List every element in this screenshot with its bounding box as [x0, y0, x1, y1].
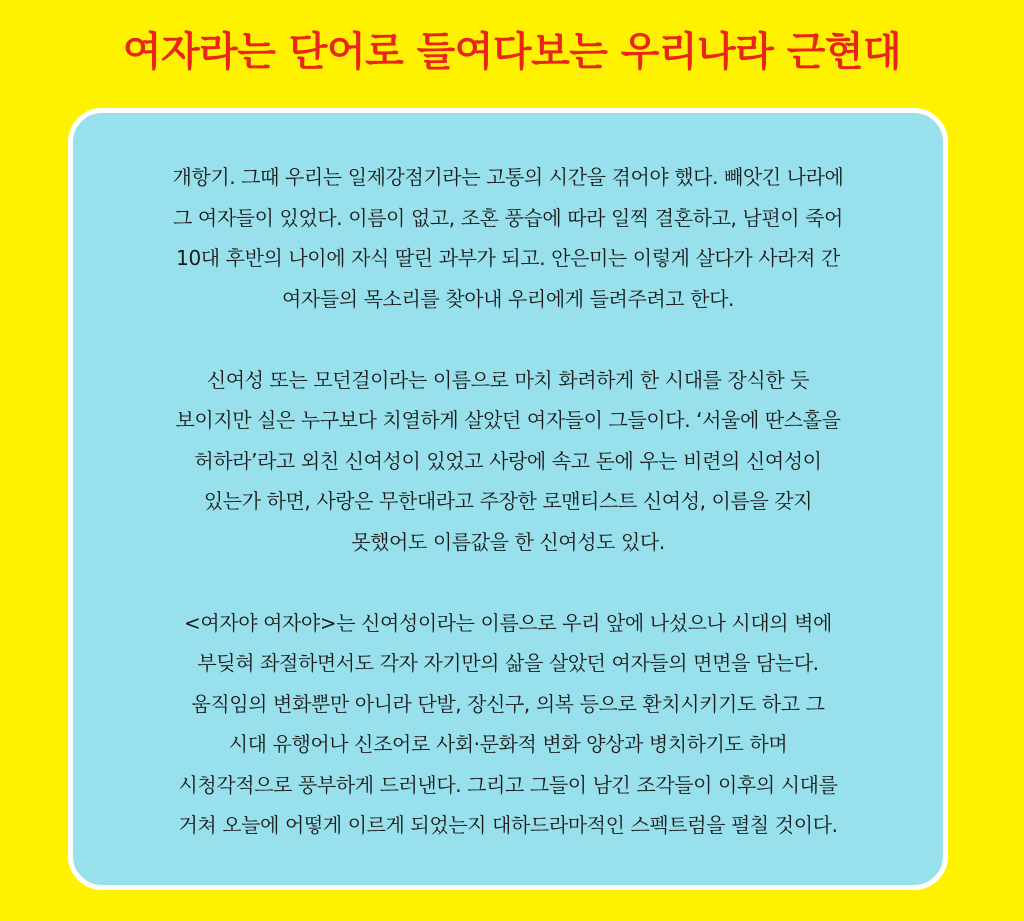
paragraph-3 — [73, 603, 943, 846]
paragraph-line: 움직임의 변화뿐만 아니라 단발, 장신구, 의복 등으로 환치시키기도 하고 그 — [191, 691, 825, 716]
paragraph-line: 거쳐 오늘에 어떻게 이르게 되었는지 대하드라마적인 스펙트럼을 펼칠 것이다. — [178, 813, 838, 837]
body-text — [73, 157, 943, 846]
paragraph-line: 시청각적으로 풍부하게 드러낸다. 그리고 그들이 남긴 조각들이 이후의 시대를 — [178, 772, 838, 797]
paragraph-line: 허하라’라고 외친 신여성이 있었고 사랑에 속고 돈에 우는 비련의 신여성이 — [194, 448, 822, 473]
paragraph-line: <여자야 여자야>는 신여성이라는 이름으로 우리 앞에 나섰으나 시대의 벽에 — [184, 610, 832, 635]
paragraph-1 — [73, 157, 943, 319]
paragraph-line: 보이지만 실은 누구보다 치열하게 살았던 여자들이 그들이다. ‘서울에 딴스홀을 — [175, 408, 841, 432]
paragraph-line: 시대 유행어나 신조어로 사회·문화적 변화 양상과 병치하기도 하며 — [228, 732, 788, 756]
paragraph-line: 부딪혀 좌절하면서도 각자 자기만의 삶을 살았던 여자들의 면면을 담는다. — [197, 651, 819, 675]
text-panel — [68, 108, 948, 890]
paragraph-line: 그 여자들이 있었다. 이름이 없고, 조혼 풍습에 따라 일찍 결혼하고, 남편이 죽어 — [173, 205, 843, 230]
paragraph-2 — [73, 360, 943, 563]
paragraph-line: 있는가 하면, 사랑은 무한대라고 주장한 로맨티스트 신여성, 이름을 갖지 — [203, 489, 813, 513]
paragraph-line: 여자들의 목소리를 찾아내 우리에게 들려주려고 한다. — [282, 286, 734, 311]
paragraph-line: 못했어도 이름값을 한 신여성도 있다. — [351, 529, 665, 554]
page-title: 여자라는 단어로 들여다보는 우리나라 근현대 — [122, 29, 902, 75]
paragraph-line: 10대 후반의 나이에 자식 딸린 과부가 되고. 안은미는 이렇게 살다가 사라져 간 — [176, 246, 840, 270]
paragraph-line: 개항기. 그때 우리는 일제강점기라는 고통의 시간을 겪어야 했다. 빼앗긴 나라에 — [172, 165, 844, 189]
paragraph-line: 신여성 또는 모던걸이라는 이름으로 마치 화려하게 한 시대를 장식한 듯 — [206, 367, 810, 392]
